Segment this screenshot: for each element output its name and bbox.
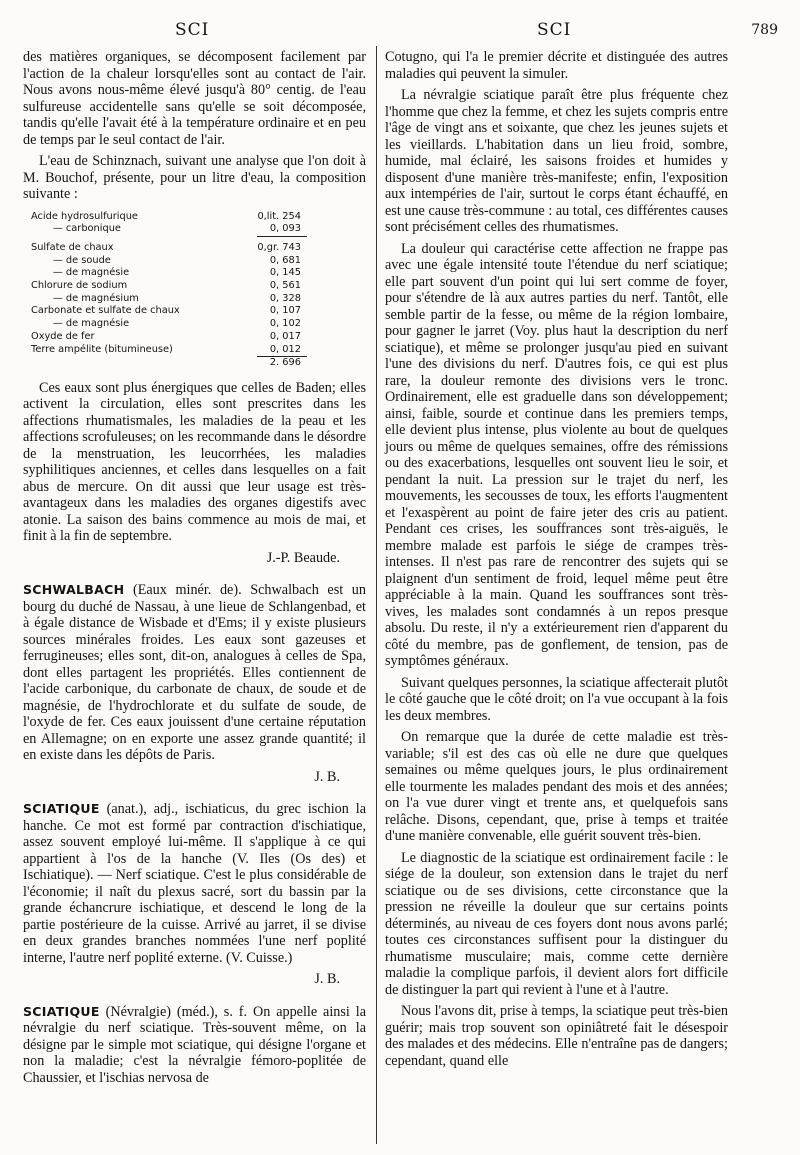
composition-substance: Terre ampélite (bitumineuse) (31, 343, 173, 355)
entry-headword-sciatique-nevralgie: SCIATIQUE (23, 1003, 100, 1019)
entry-headword-sciatique-anat: SCIATIQUE (23, 801, 100, 817)
composition-substance: Carbonate et sulfate de chaux (31, 305, 180, 317)
composition-value: 0, 681 (269, 254, 301, 266)
composition-row (31, 357, 307, 370)
entry-sciatique-anat (23, 801, 366, 966)
paragraph-eaux-effects: Ces eaux sont plus énergiques que celles de Baden; elles activent la circulation, elles sont prescrites dans les affections rhumatismales, les maladies de la peau et les affections scrofuleuses; on les recommande dans le désordre de la menstruation, les leucorrhées, les maladies syphilitiques anciennes, et celles dans lesquelles on a fait abus de mercure. On dit aussi que leur usage est très-avantageux dans les maladies des organes digestifs avec atonie. La saison des bains commence au mois de mai, et finit à la fin de septembre. (23, 379, 366, 545)
paragraph-frequency: La névralgie sciatique paraît être plus fréquente chez l'homme que chez la femme, et chez les sujets compris entre l'âge de vingt ans et soixante, que chez les jeunes sujets et les vieillards. L'habitation dans un lieu froid, sombre, humide, mal éclairé, les saisons froides et humides y disposent d'une manière très-manifeste; enfin, l'exposition aux intempéries de l'air, surtout le corps étant échauffé, en est une cause très-commune : au total, ces différentes causes sont précisément celles des rhumatismes. (385, 87, 728, 235)
composition-value: 0, 017 (269, 330, 301, 342)
composition-substance: — de magnésie (53, 267, 130, 279)
paragraph-continuation: des matières organiques, se décomposent facilement par l'action de la chaleur lorsqu'elles sont au contact de l'air. Nous avons nous-même élevé jusqu'à 80° centig. de l'eau sulfureuse accidentelle sans qu'elle se soit décomposée, tandis qu'elle l'avait été à la température ordinaire et en peu de temps par le seul contact de l'air. (23, 49, 366, 148)
column-divider (376, 46, 377, 1144)
composition-substance: — de soude (53, 254, 111, 266)
running-head-right: SCI (537, 20, 572, 40)
composition-value: 0, 093 (269, 223, 301, 235)
signature-jb-1: J. B. (314, 768, 340, 785)
composition-substance (31, 357, 257, 370)
paragraph-douleur: La douleur qui caractérise cette affection ne frappe pas avec une égale intensité toute l'étendue du nerf sciatique; elle part souvent d'un point qui lui sert comme de foyer, pour s'étendre de là aux autres parties du nerf. Tantôt, elle semble partir de la fesse, ou même de la région lombaire, pour gagner le jarret (Voy. plus haut la description du nerf sciatique), et même se prolonger jusqu'au pied en suivant l'une des divisions du nerf. D'autres fois, ce qui est plus rare, la douleur remonte des divisions vers le tronc. Ordinairement, elle est graduelle dans son développement; ainsi, faible, sourde et continue dans les premiers temps, elle devient plus intense, plus violente au bout de quelques jours ou même de quelques semaines, offre des rémissions ou des exacerbations, lesquelles ont souvent lieu le soir, et pendant la nuit. La pression sur le trajet du nerf, les mouvements, les secousses de toux, les efforts l'augmentent et l'exaspèrent au point de faire jeter des cris au patient. Pendant ces crises, les souffrances sont très-aiguës, le membre malade est parfois le siége de crampes très-intenses. Il n'est pas rare de rencontrer des sujets qui se plaignent d'un sentiment de froid, lequel même peut être appréciable à la main. Quand les souffrances sont très-vives, les malades sont condamnés à un repos presque absolu. Du reste, il n'y a extérieurement rien d'apparent du côté du membre, pas de gonflement, de tension, pas de symptômes généraux. (385, 240, 728, 669)
entry-headword-schwalbach: SCHWALBACH (23, 582, 125, 598)
entry-body-schwalbach: (Eaux minér. de). Schwalbach est un bourg du duché de Nassau, à une lieue de Schlangenbad, et à égale distance de Wisbade et d'Ems; il y existe plusieurs sources minérales froides. Les eaux sont gazeuses et ferrugineuses; elles sont, dit-on, analogues à celles de Spa, dont elles partagent les propriétés. Elles contiennent de l'acide carbonique, du carbonate de chaux, de soude et de magnésie, de l'hydrochlorate et du sulfate de soude, de l'oxyde de fer. Ces eaux jouissent d'une certaine réputation en Allemagne; on en exporte une assez grande quantité; il en existe dans les dépôts de Paris. (23, 582, 366, 764)
composition-substance: Oxyde de fer (31, 330, 95, 342)
composition-substance: Acide hydrosulfurique (31, 210, 138, 222)
composition-substance: — carbonique (53, 223, 121, 235)
composition-row (31, 223, 307, 236)
composition-substance: Sulfate de chaux (31, 241, 114, 253)
composition-value: 2. 696 (257, 357, 307, 370)
composition-substance: — de magnésium (53, 292, 139, 304)
signature-jb-2: J. B. (314, 971, 340, 988)
composition-value: 0, 561 (269, 280, 301, 292)
composition-row (31, 318, 307, 331)
paragraph-schinznach-intro: L'eau de Schinznach, suivant une analyse que l'on doit à M. Bouchof, présente, pour un litre d'eau, la composition suivante : (23, 153, 366, 202)
composition-value: 0, 328 (269, 292, 301, 304)
composition-row (31, 344, 307, 357)
paragraph-duree: On remarque que la durée de cette maladie est très-variable; s'il est des cas où elle ne dure que quelques semaines ou même quelques jours, le plus ordinairement elle tourmente les malades pendant des mois et des années; on l'a vue durer vingt et trente ans, et quelquefois sans relâche. Disons, cependant, que, prise à temps et traitée d'une manière convenable, elle guérit souvent très-bien. (385, 729, 728, 844)
entry-body-sciatique-anat: (anat.), adj., ischiaticus, du grec ischion la hanche. Ce mot est formé par contraction d'ischiatique, assez souvent employé lui-même. Il s'applique à ce qui appartient à l'os de la hanche (V. Iles (Os des) et Ischiatique). — Nerf sciatique. C'est le plus considérable de l'économie; il naît du plexus sacré, sort du bassin par la grande échancrure ischiatique, et descend le long de la partie postérieure de la cuisse. Arrivé au jarret, il se divise en deux grandes branches nommées l'une nerf poplité interne, l'autre nerf poplité externe. (V. Cuisse.) (23, 801, 366, 966)
composition-row (31, 293, 307, 306)
composition-row (31, 305, 307, 318)
entry-sciatique-nevralgie (23, 1004, 366, 1087)
composition-row (31, 331, 307, 344)
entry-schwalbach (23, 582, 366, 764)
composition-row (31, 236, 307, 254)
composition-value: 0,lit. 254 (257, 210, 301, 222)
composition-row (31, 255, 307, 268)
entry-body-sciatique-nevralgie: (Névralgie) (méd.), s. f. On appelle ainsi la névralgie du nerf sciatique. Très-souvent même, on la désigne par le simple mot sciatique, qui désigne l'organe et non la maladie; c'est la névralgie fémoro-poplitée de Chaussier, et l'ischias nervosa de (23, 1003, 366, 1086)
right-column (385, 49, 728, 1074)
page-number: 789 (751, 22, 778, 38)
composition-substance: Chlorure de sodium (31, 280, 128, 292)
composition-value: 0, 012 (269, 343, 301, 355)
signature-beaude: J.-P. Beaude. (266, 549, 340, 566)
composition-table (31, 211, 307, 370)
composition-row (31, 267, 307, 280)
composition-row (31, 211, 307, 224)
paragraph-cotugno: Cotugno, qui l'a le premier décrite et distinguée des autres maladies qui peuvent la simuler. (385, 49, 728, 82)
composition-value: 0, 102 (269, 318, 301, 330)
composition-row (31, 280, 307, 293)
paragraph-diagnostic: Le diagnostic de la sciatique est ordinairement facile : le siége de la douleur, son extension dans le trajet du nerf sciatique ou de ses divisions, cette circonstance que la pression ne réveille la douleur que sur certains points déterminés, au niveau de ces foyers dont nous avons parlé; toutes ces circonstances suffisent pour la distinguer du rhumatisme musculaire; mais, comme cette dernière maladie la complique parfois, il devient alors fort difficile de distinguer la part qui revient à l'une et à l'autre. (385, 849, 728, 998)
paragraph-cote: Suivant quelques personnes, la sciatique affecterait plutôt le côté gauche que le côté droit; on l'a vue occupant à la fois les deux membres. (385, 674, 728, 724)
running-head-left: SCI (175, 20, 210, 40)
composition-substance: — de magnésie (53, 318, 130, 330)
paragraph-guerison: Nous l'avons dit, prise à temps, la sciatique peut très-bien guérir; mais trop souvent son opiniâtreté fait le désespoir des malades et des médecins. Elle n'entraîne pas de dangers; cependant, quand elle (385, 1003, 728, 1069)
composition-value: 0, 107 (269, 305, 301, 317)
left-column (23, 49, 366, 1091)
composition-value: 0, 145 (269, 267, 301, 279)
composition-value: 0,gr. 743 (257, 236, 307, 254)
